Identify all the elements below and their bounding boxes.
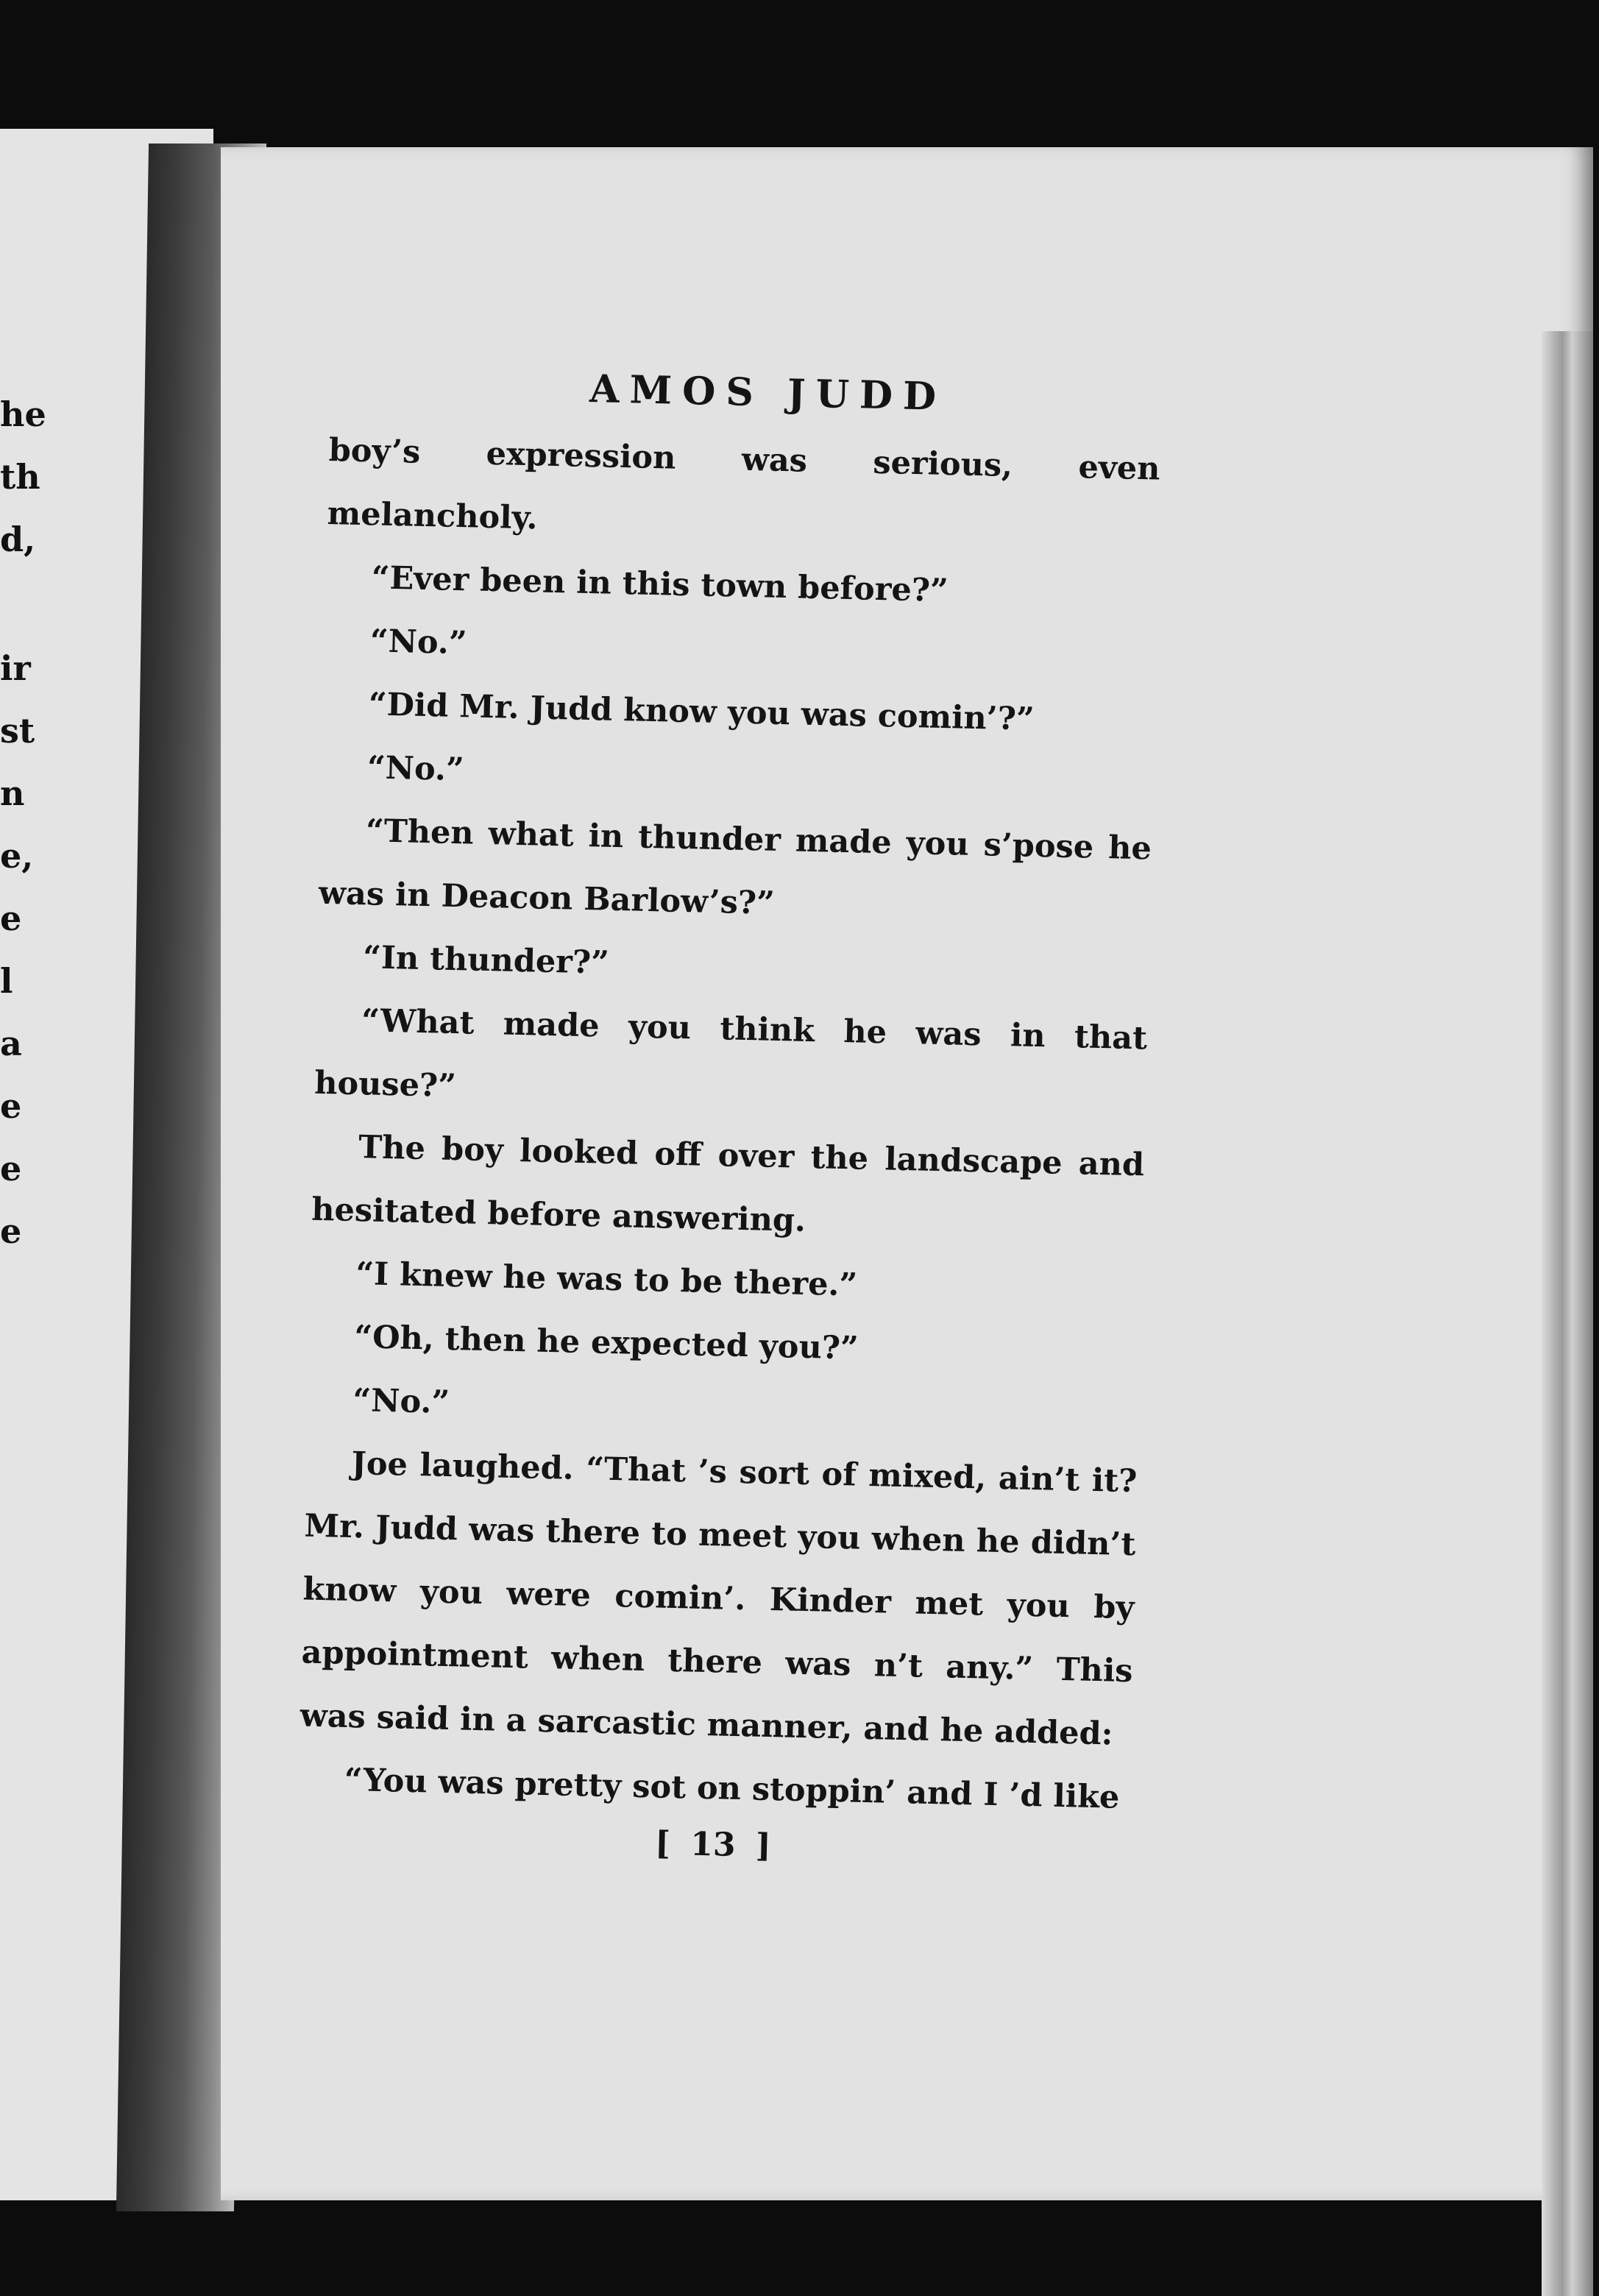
paragraph: “No.”	[366, 749, 465, 789]
paragraph: “Did Mr. Judd know you was comin’?”	[368, 686, 1035, 738]
left-page-fragment: he	[0, 394, 46, 434]
left-page-fragment: l	[0, 961, 13, 1001]
left-page-fragment: n	[0, 773, 25, 813]
running-head: AMOS JUDD	[589, 366, 947, 419]
paragraph: “In thunder?”	[362, 939, 610, 982]
paragraph: The boy looked off over the landscape and hesitated before answering.	[311, 1129, 1145, 1239]
paragraph: “You was pretty sot on stoppin’ and I ’d like	[344, 1761, 1120, 1816]
paragraph: “Ever been in this town before?”	[371, 559, 949, 610]
left-page-fragment: e	[0, 1086, 22, 1126]
paragraph: “No.”	[369, 623, 468, 662]
left-page-fragment: e	[0, 899, 22, 938]
paragraph: “Oh, then he expected you?”	[353, 1319, 859, 1367]
paragraph: “I knew he was to be there.”	[355, 1255, 858, 1304]
left-page-fragment: e	[0, 1211, 22, 1251]
paragraph: Joe laughed. “That ’s sort of mixed, ain’t it? Mr. Judd was there to meet you when he didn’t know you were comin’. Kinder met you by appointment when there was n’t any.” This was said in a sarcastic manner, and he added:	[299, 1445, 1138, 1753]
page-edge	[1542, 331, 1593, 2296]
paragraph: boy’s expression was serious, even melancholy.	[327, 431, 1161, 537]
left-page-fragment: a	[0, 1024, 22, 1063]
paragraph: “Then what in thunder made you s’pose he was in Deacon Barlow’s?”	[318, 812, 1152, 922]
paragraph: “No.”	[352, 1382, 450, 1422]
left-page-fragment: th	[0, 457, 40, 497]
paragraph: “What made you think he was in that house?”	[313, 1002, 1148, 1105]
left-page-fragment: e,	[0, 836, 34, 876]
left-page-fragment: e	[0, 1149, 22, 1188]
page-number: [ 13 ]	[654, 1824, 772, 1866]
page-text-block	[297, 346, 1162, 1873]
left-page-fragment: st	[0, 711, 35, 751]
left-page-fragment: ir	[0, 648, 31, 688]
left-page-fragment: d,	[0, 520, 36, 559]
